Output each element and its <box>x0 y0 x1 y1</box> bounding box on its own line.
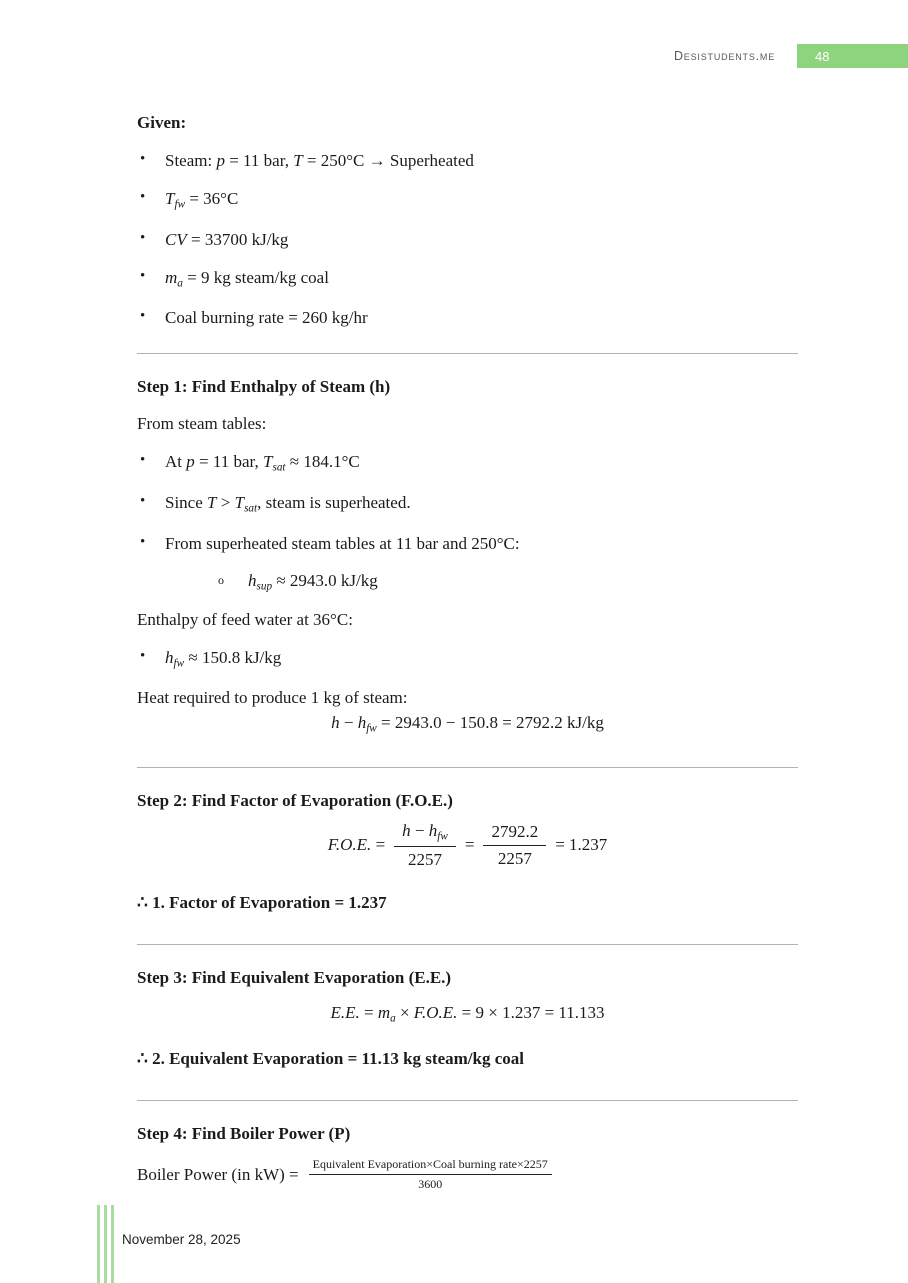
text-segment: Given: <box>137 113 187 132</box>
bullet-text <box>165 230 288 250</box>
bullet-text <box>165 268 329 291</box>
given-steam <box>137 151 798 171</box>
text-segment: a <box>177 277 183 290</box>
text-segment: Heat required to produce 1 kg of steam: <box>137 687 408 707</box>
bullet-marker: • <box>140 533 146 550</box>
text-segment: sup <box>256 580 273 593</box>
text-segment: = <box>359 1003 378 1023</box>
bullet-marker: • <box>140 493 146 510</box>
text-segment: = 36°C <box>185 189 239 209</box>
ee-equation <box>137 1003 798 1026</box>
bullet-text <box>165 189 238 212</box>
text-segment: Step 4: Find Boiler Power (P) <box>137 1124 351 1143</box>
text-segment: Step 1: Find Enthalpy of Steam (h) <box>137 377 391 397</box>
bullet-marker: • <box>140 151 146 168</box>
text-segment: , steam is superheated. <box>257 493 411 513</box>
text-segment: = <box>371 835 386 855</box>
given-heading <box>137 113 798 133</box>
text-segment: ≈ 184.1°C <box>285 452 360 472</box>
text-segment: h <box>331 712 340 732</box>
bullet-text <box>165 493 411 516</box>
text-segment: fw <box>366 722 377 735</box>
step3-heading <box>137 968 798 988</box>
text-segment: Enthalpy of feed water at 36°C: <box>137 610 353 630</box>
boiler-power-equation <box>137 1157 798 1192</box>
text-segment: = <box>464 835 475 855</box>
text-segment: T <box>293 151 303 171</box>
site-name: Desistudents.me <box>673 49 775 63</box>
bullet-marker: • <box>140 648 146 665</box>
bullet-text <box>248 571 378 594</box>
given-tfw <box>137 189 798 212</box>
text-segment: ≈ 2943.0 kJ/kg <box>272 570 378 590</box>
text-segment: From steam tables: <box>137 414 267 434</box>
conclusion-1 <box>137 893 798 913</box>
text-segment: = 9 kg steam/kg coal <box>182 267 329 287</box>
given-coal-rate <box>137 308 798 328</box>
fraction-numerator <box>394 821 456 848</box>
text-segment: T <box>262 452 273 472</box>
step1-superheated <box>137 493 798 516</box>
step1-heading <box>137 377 798 397</box>
text-segment: = 250°C → Superheated <box>302 151 474 171</box>
step1-tsat <box>137 452 798 475</box>
text-segment: = 1.237 <box>555 835 608 855</box>
footer-decorative-bars-icon <box>97 1205 114 1283</box>
text-segment: Since <box>165 493 208 513</box>
divider-3 <box>137 944 798 945</box>
text-segment: ∴ 1. Factor of Evaporation = 1.237 <box>137 893 387 913</box>
equation-lead <box>137 1165 299 1185</box>
text-segment: = 33700 kJ/kg <box>186 229 289 249</box>
text-segment: 2257 <box>408 850 442 870</box>
text-segment: sat <box>272 461 286 474</box>
bullet-marker: o <box>218 572 224 587</box>
step2-heading <box>137 791 798 811</box>
text-segment: = 9 × 1.237 = 11.133 <box>457 1003 605 1023</box>
heat-equation <box>137 713 798 736</box>
text-segment: CV <box>165 229 187 249</box>
footer-date: November 28, 2025 <box>122 1232 241 1247</box>
bullet-marker: • <box>140 189 146 206</box>
bullet-marker: • <box>140 267 146 284</box>
text-segment: h <box>357 712 367 732</box>
bullet-text <box>165 452 360 475</box>
text-segment: F.O.E. <box>327 835 372 855</box>
bullet-marker: • <box>140 452 146 469</box>
text-segment: m <box>165 267 178 287</box>
bullet-text <box>165 308 368 328</box>
text-segment: T <box>165 189 175 209</box>
text-segment: E.E. <box>330 1003 360 1023</box>
text-segment: 2257 <box>497 848 532 868</box>
fraction <box>483 822 546 869</box>
given-cv <box>137 230 798 250</box>
text-segment: h <box>248 570 257 590</box>
text-segment: ∴ 2. Equivalent Evaporation = 11.13 kg steam/kg coal <box>137 1048 524 1068</box>
equation-lead <box>328 835 385 855</box>
text-segment: 2792.2 <box>491 821 539 841</box>
divider-4 <box>137 1100 798 1101</box>
given-ma <box>137 268 798 291</box>
text-segment: h <box>428 820 438 840</box>
text-segment: = 11 bar, <box>224 151 294 171</box>
fraction <box>309 1157 552 1192</box>
fraction <box>394 821 456 871</box>
text-segment: = 11 bar, <box>194 452 263 472</box>
fraction-denominator <box>394 847 456 870</box>
fraction-numerator <box>309 1157 552 1175</box>
bullet-text <box>165 151 474 171</box>
text-segment: Step 3: Find Equivalent Evaporation (E.E.) <box>137 968 452 988</box>
step1-tables <box>137 534 798 554</box>
text-segment: m <box>377 1003 391 1023</box>
text-segment: F.O.E. <box>413 1003 458 1023</box>
foe-equation <box>137 821 798 871</box>
text-segment: a <box>390 1012 396 1025</box>
text-segment: > <box>216 493 235 513</box>
fraction-denominator <box>309 1175 552 1192</box>
text-segment: h <box>165 648 174 668</box>
fraction-denominator <box>483 846 546 869</box>
text-segment: × <box>395 1003 414 1023</box>
bullet-marker: • <box>140 229 146 246</box>
text-segment: h <box>402 820 411 840</box>
text-segment: = 2943.0 − 150.8 = 2792.2 kJ/kg <box>376 712 604 732</box>
page-number-badge: 48 <box>797 44 908 68</box>
text-segment: sat <box>244 502 258 515</box>
text-segment: fw <box>173 657 185 670</box>
text-segment: 3600 <box>418 1177 443 1192</box>
fraction-numerator <box>483 822 546 846</box>
step4-heading <box>137 1124 798 1144</box>
step1-feedwater <box>137 610 798 630</box>
bullet-text <box>165 534 520 554</box>
text-segment: Steam: <box>165 151 217 171</box>
text-segment: Step 2: Find Factor of Evaporation (F.O.E.) <box>137 790 453 810</box>
divider-2 <box>137 767 798 768</box>
bullet-text <box>165 648 281 671</box>
text-segment: T <box>234 493 245 513</box>
text-segment: Boiler Power (in kW) = <box>137 1164 299 1184</box>
text-segment: Coal burning rate = 260 kg/hr <box>165 308 368 328</box>
step1-hsup <box>137 571 798 594</box>
text-segment: − <box>339 712 358 732</box>
text-segment: fw <box>437 829 448 842</box>
step1-intro <box>137 414 798 434</box>
bullet-marker: • <box>140 308 146 325</box>
text-segment: Equivalent Evaporation×Coal burning rate×2257 <box>312 1157 548 1172</box>
text-segment: T <box>207 493 217 513</box>
step1-hfw <box>137 648 798 671</box>
divider-1 <box>137 353 798 354</box>
text-segment: At <box>165 452 187 472</box>
text-segment: fw <box>174 198 186 211</box>
text-segment: − <box>410 820 429 840</box>
text-segment: From superheated steam tables at 11 bar and 250°C: <box>165 533 520 553</box>
step1-heat-required <box>137 688 798 708</box>
conclusion-2 <box>137 1049 798 1069</box>
text-segment: ≈ 150.8 kJ/kg <box>184 648 282 668</box>
text-segment: p <box>216 151 225 171</box>
text-segment: p <box>186 452 195 472</box>
document-body <box>137 0 798 1192</box>
